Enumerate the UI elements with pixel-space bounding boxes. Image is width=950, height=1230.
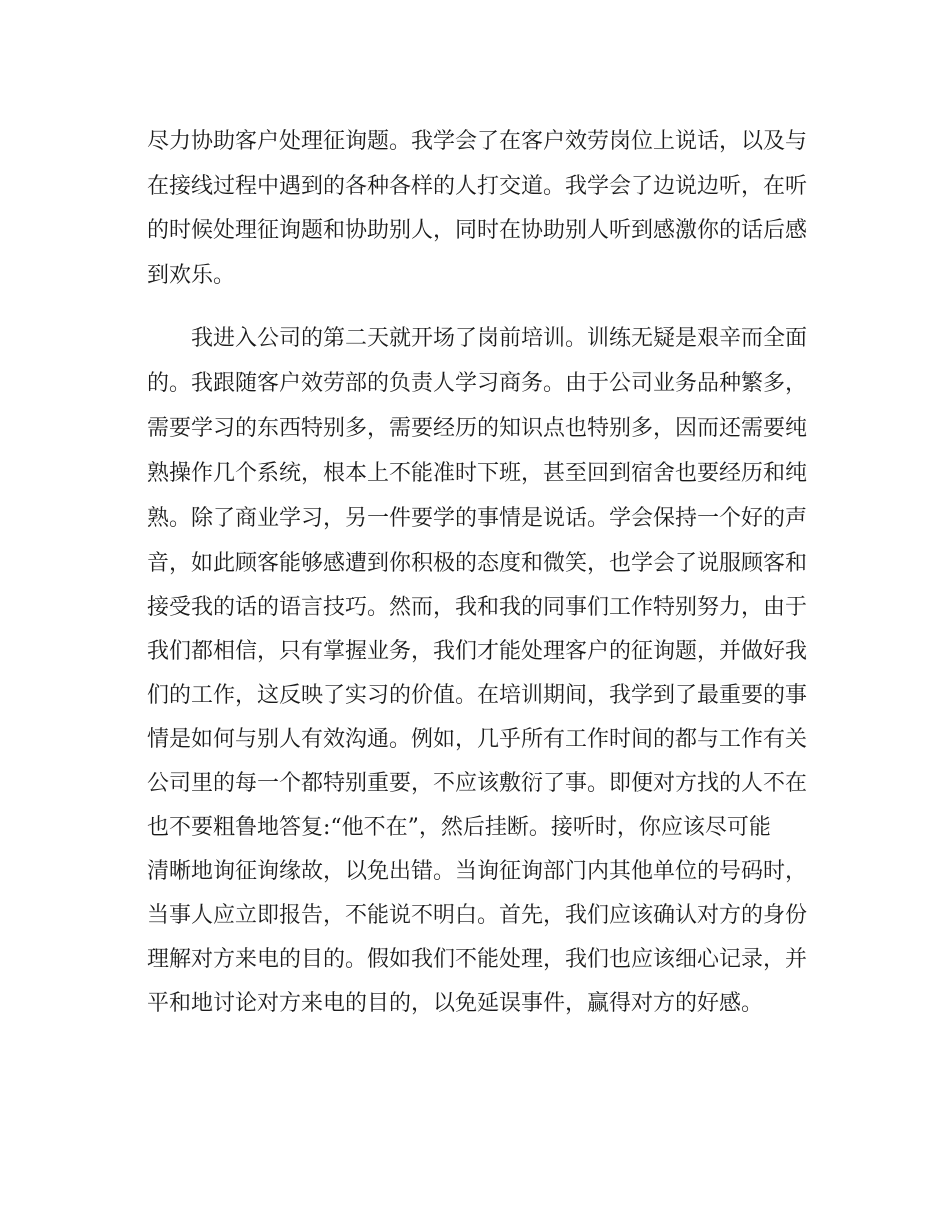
text-line-11: 接受我的话的语言技巧。然而，我和我的同事们工作特别努力，由于 <box>147 595 808 620</box>
text-line-8: 熟操作几个系统，根本上不能准时下班，甚至回到宿舍也要经历和纯 <box>147 461 808 486</box>
text-line-20: 平和地讨论对方来电的目的，以免延误事件，赢得对方的好感。 <box>147 991 764 1016</box>
text-line-7: 需要学习的东西特别多，需要经历的知识点也特别多，因而还需要纯 <box>147 416 808 441</box>
text-line-4: 到欢乐。 <box>147 263 236 288</box>
text-line-17: 清晰地询征询缘故，以免出错。当询征询部门内其他单位的号码时， <box>147 859 808 884</box>
text-line-6: 的。我跟随客户效劳部的负责人学习商务。由于公司业务品种繁多， <box>147 371 808 396</box>
text-line-16: 也不要粗鲁地答复:“他不在”，然后挂断。接听时，你应该尽可能 <box>147 815 771 840</box>
text-line-2: 在接线过程中遇到的各种各样的人打交道。我学会了边说边听，在听 <box>147 174 808 199</box>
text-line-13: 们的工作，这反映了实习的价值。在培训期间，我学到了最重要的事 <box>147 683 808 708</box>
text-line-3: 的时候处理征询题和协助别人，同时在协助别人听到感激你的话后感 <box>147 218 808 243</box>
text-line-14: 情是如何与别人有效沟通。例如，几乎所有工作时间的都与工作有关 <box>147 727 808 752</box>
text-line-1: 尽力协助客户处理征询题。我学会了在客户效劳岗位上说话，以及与 <box>147 129 808 154</box>
text-line-19: 理解对方来电的目的。假如我们不能处理，我们也应该细心记录，并 <box>147 947 808 972</box>
text-line-18: 当事人应立即报告，不能说不明白。首先，我们应该确认对方的身份 <box>147 903 808 928</box>
text-line-9: 熟。除了商业学习，另一件要学的事情是说话。学会保持一个好的声 <box>147 506 808 531</box>
text-line-15: 公司里的每一个都特别重要，不应该敷衍了事。即便对方找的人不在 <box>147 771 808 796</box>
text-line-5: 我进入公司的第二天就开场了岗前培训。训练无疑是艰辛而全面 <box>191 326 808 351</box>
text-line-12: 我们都相信，只有掌握业务，我们才能处理客户的征询题，并做好我 <box>147 639 808 664</box>
text-line-10: 音，如此顾客能够感遭到你积极的态度和微笑，也学会了说服顾客和 <box>147 551 808 576</box>
